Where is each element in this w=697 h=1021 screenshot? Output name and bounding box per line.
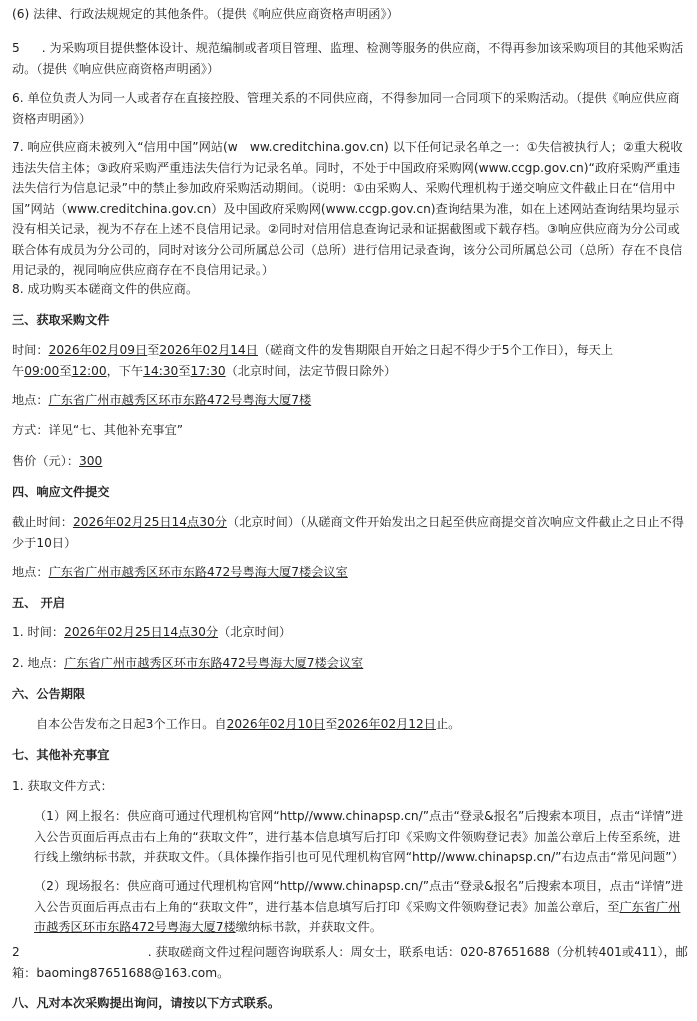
sale-period-note: （磋商文件的发售期限自开始之日起不得少于5个工作日），每天上 <box>257 343 614 357</box>
onsite-place: 广东省广州市越秀区环市东路472号粤海大厦7楼 <box>34 899 681 934</box>
section-7-onsite <box>12 876 688 938</box>
to-label: 至 <box>59 363 72 378</box>
section-4-deadline <box>12 512 688 553</box>
requirement-7-text: 7. 响应供应商未被列入“信用中国”网站(w ww.creditchina.gov.cn) 以下任何记录名单之一：①失信被执行人；②重大税收违法失信主体；③政府采购严重违法失信行为记录名单。同时，不处于中国政府采购网(www.ccgp.gov.cn)“政府采购严重违法失信行为信息记录”中的禁止参加政府采购活动期间。（说明：①由采购人、采购代理机构于递交响应文件截止日在“信用中国”网站（www.creditchina.gov.cn）及中国政府采购网(www.ccgp.gov.cn)查询结果为准，如在上述网站查询结果均显示没有相关记录，视为不存在上述不良信用记录。②同时对信用信息查询记录和证据截图或下载存档。③响应供应商为分公司或联合体有成员为分公司的，同时对该分公司所属总公司（总所）进行信用记录查询，该分公司所属总公司（总所）存在不良信用记录的，视同响应供应商存在不良信用记录。） <box>12 140 683 277</box>
section-3-method: 方式：详见“七、其他补充事宜” <box>12 423 184 437</box>
section-4-heading: 四、响应文件提交 <box>12 485 110 499</box>
place-label: 2. 地点： <box>12 656 65 670</box>
onsite-text: （2）现场报名：供应商可通过代理机构官网“http//www.chinapsp.cn/”点击“登录&报名”后搜索本项目，点击“详情”进入公告页面后再点击右上角的“获取文件”，进行基本信息填写后打印《采购文件领购登记表》加盖公章后，至 <box>34 879 684 914</box>
section-5-heading: 五、 开启 <box>12 596 65 610</box>
requirement-7 <box>12 137 688 281</box>
section-6-heading: 六、公告期限 <box>12 687 86 701</box>
section-7-heading: 七、其他补充事宜 <box>12 748 110 762</box>
deadline-label: 截止时间： <box>12 515 73 529</box>
requirement-5 <box>12 38 688 79</box>
contact-number: 2 <box>12 945 20 959</box>
contact-text: . 获取磋商文件过程问题咨询联系人：周女士，联系电话：020-87651688（分机转401或411），邮箱：baoming87651688@163.com。 <box>12 945 688 980</box>
requirement-8 <box>12 279 688 300</box>
pm-end: 17:30 <box>190 363 226 378</box>
period-prefix: 自本公告发布之日起3个工作日。自 <box>36 717 227 731</box>
time-label: 时间： <box>12 343 49 357</box>
requirement-5-text: . 为采购项目提供整体设计、规范编制或者项目管理、监理、检测等服务的供应商，不得再参加该采购项目的其他采购活动。（提供《响应供应商资格声明函》） <box>12 41 684 76</box>
sale-start-date: 2026年02月09日 <box>48 343 148 357</box>
deadline-value: 2026年02月25日14点30分 <box>72 515 227 529</box>
pm-label: ，下午 <box>106 363 144 378</box>
to-label: 至 <box>178 363 191 378</box>
requirement-8-text: 8. 成功购买本磋商文件的供应商。 <box>12 282 199 296</box>
purchase-place: 广东省广州市越秀区环市东路472号粤海大厦7楼 <box>48 393 312 407</box>
time-suffix: （北京时间，法定节假日除外） <box>225 363 397 378</box>
section-3-price <box>12 451 688 472</box>
am-end: 12:00 <box>71 363 107 378</box>
section-3-place <box>12 390 688 411</box>
to-label: 至 <box>325 717 338 731</box>
requirement-5-number: 5 <box>12 41 20 55</box>
opening-place: 广东省广州市越秀区环市东路472号粤海大厦7楼会议室 <box>64 656 364 670</box>
requirement-6 <box>12 88 688 129</box>
requirement-6-law-text: (6) 法律、行政法规规定的其他条件。（提供《响应供应商资格声明函》） <box>12 7 399 21</box>
notice-end-date: 2026年02月12日 <box>337 717 436 731</box>
opening-time: 2026年02月25日14点30分 <box>64 625 219 639</box>
section-8-heading: 八、凡对本次采购提出询问，请按以下方式联系。 <box>12 996 281 1010</box>
requirement-6-text: 6. 单位负责人为同一人或者存在直接控股、管理关系的不同供应商，不得参加同一合同项下的采购活动。（提供《响应供应商资格声明函》） <box>12 91 680 126</box>
am-start: 09:00 <box>24 363 60 378</box>
place-label: 地点： <box>12 565 49 579</box>
section-7-online: （1）网上报名：供应商可通过代理机构官网“http//www.chinapsp.cn/”点击“登录&报名”后搜索本项目，点击“详情”进入公告页面后再点击右上角的“获取文件”，进行基本信息填写后打印《采购文件领购登记表》加盖公章后上传至系统，进行线上缴纳标书款，并获取文件。（具体操作指引也可见代理机构官网“http//www.chinapsp.cn/”右边点击“常见问题”） <box>34 809 684 864</box>
section-6-period <box>12 714 688 735</box>
price-value: 300 <box>79 454 103 468</box>
section-3-heading: 三、获取采购文件 <box>12 313 110 327</box>
section-5-place <box>12 653 688 674</box>
time-label: 1. 时间： <box>12 625 65 639</box>
section-3-time <box>12 340 688 381</box>
section-7-get-method: 1. 获取文件方式： <box>12 779 113 793</box>
period-suffix: 止。 <box>435 717 461 731</box>
section-7-contact <box>12 942 688 983</box>
opening-time-note: （北京时间） <box>218 625 292 639</box>
place-label: 地点： <box>12 393 49 407</box>
section-5-time <box>12 622 688 643</box>
to-label: 至 <box>147 343 160 357</box>
price-label: 售价（元）： <box>12 454 80 468</box>
requirement-6-law <box>12 4 688 25</box>
pm-start: 14:30 <box>143 363 179 378</box>
section-4-place <box>12 562 688 583</box>
deadline-note: （北京时间）（从磋商文件开始发出之日起至供应商提交首次响应文件截止之日止不得少于10日） <box>12 515 684 550</box>
onsite-suffix: 缴纳标书款，并获取文件。 <box>235 920 382 934</box>
notice-start-date: 2026年02月10日 <box>226 717 326 731</box>
submission-place: 广东省广州市越秀区环市东路472号粤海大厦7楼会议室 <box>48 565 348 579</box>
sale-end-date: 2026年02月14日 <box>159 343 258 357</box>
am-label: 午 <box>12 363 25 378</box>
